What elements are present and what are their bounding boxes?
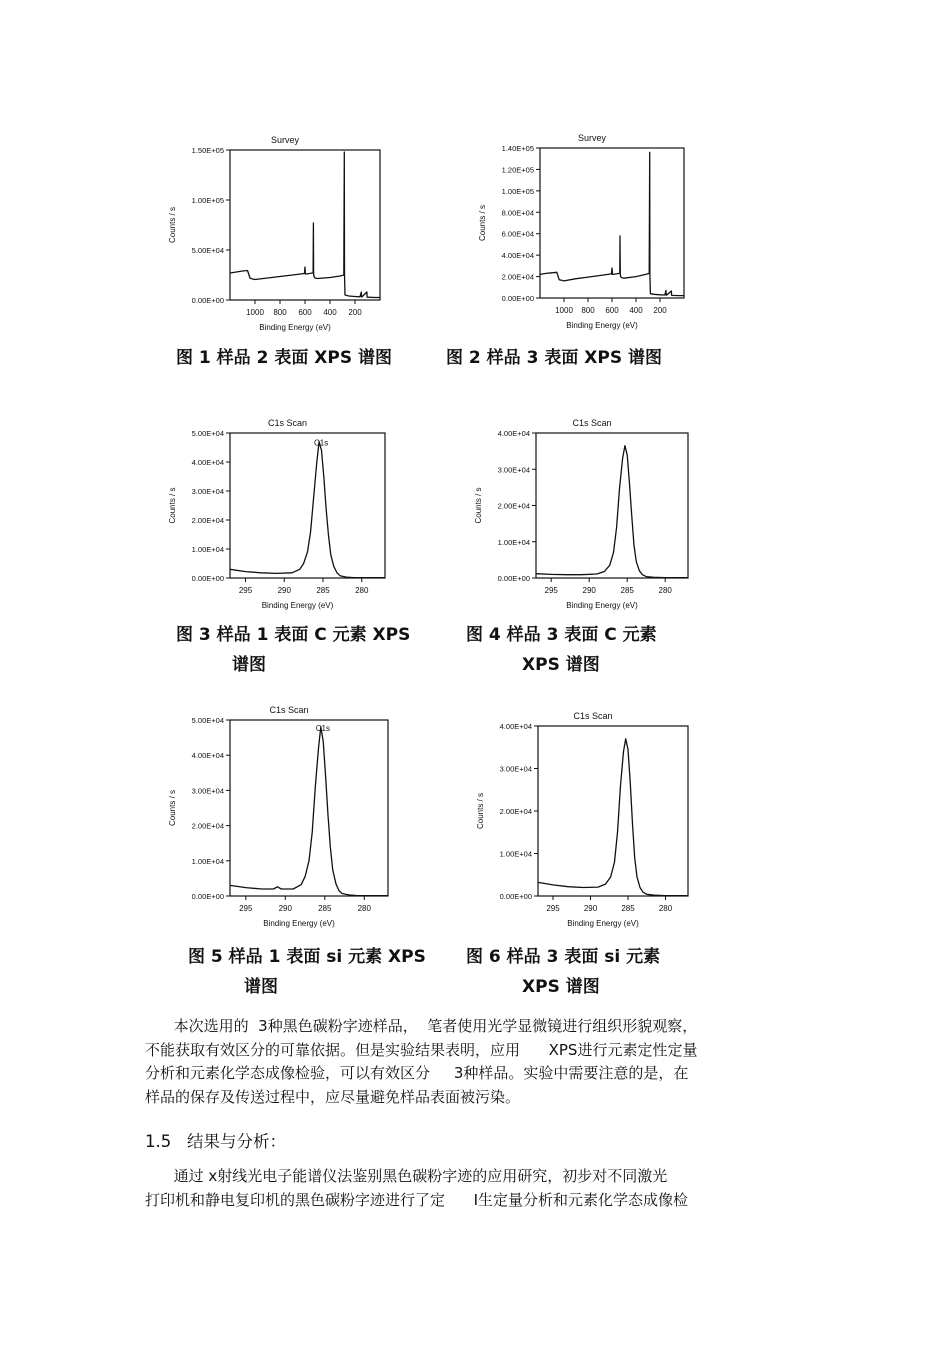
x-tick-label: 290 [583,904,598,913]
x-tick-label: 280 [357,904,371,913]
para2-line: 打印机和静电复印机的黑色碳粉字迹进行了定 I生定量分析和元素化学态成像检 [145,1190,689,1209]
figure-5-caption-line1: 图 5 样品 1 表面 si 元素 XPS [188,947,426,967]
y-tick-label: 1.00E+04 [191,545,224,554]
x-tick-label: 1000 [246,308,264,317]
spectrum-line [230,727,388,896]
y-axis-label: Counts / s [476,792,485,830]
y-tick-label: 0.00E+00 [191,574,224,583]
x-axis-label: Binding Energy (eV) [263,919,335,928]
x-axis-label: Binding Energy (eV) [566,321,638,330]
figure-1-caption-text: 图 1 样品 2 表面 XPS 谱图 [176,348,392,368]
figure-4-svg [458,410,698,625]
y-tick-label: 8.00E+04 [501,208,534,218]
figure-5-si-chart [158,698,398,943]
y-tick-label: 0.00E+00 [191,296,224,305]
fig3-plot [168,418,385,610]
spectrum-line [540,152,684,295]
y-tick-label: 0.00E+00 [499,892,532,901]
y-tick-label: 0.00E+00 [501,294,534,303]
figure-6-caption-line2: XPS 谱图 [522,977,600,997]
y-tick-label: 2.00E+04 [501,272,534,282]
figure-3-c1s-chart [150,408,395,623]
figure-1-svg [150,125,390,350]
plot-frame [230,150,380,300]
y-tick-label: 1.50E+05 [191,146,224,155]
x-tick-label: 600 [605,306,619,315]
para1-line: 样品的保存及传送过程中，应尽量避免样品表面被污染。 [145,1087,521,1106]
figure-5-caption-line2: 谱图 [244,977,278,997]
y-tick-label: 2.00E+04 [499,807,532,816]
plot-frame [230,720,388,896]
x-tick-label: 295 [546,904,560,913]
y-tick-label: 5.00E+04 [191,716,224,725]
x-tick-label: 285 [620,586,634,595]
y-axis-label: Counts / s [474,487,483,524]
x-tick-label: 400 [323,308,337,317]
fig5-plot [168,705,388,928]
y-tick-label: 3.00E+04 [191,487,224,496]
figure-3-svg [150,408,395,623]
para1-line: 本次选用的 3种黑色碳粉字迹样品， 笔者使用光学显微镜进行组织形貌观察， [145,1017,698,1035]
y-tick-label: 3.00E+04 [497,465,530,475]
spectrum-line [230,442,385,578]
chart-title: C1s Scan [573,711,613,721]
y-tick-label: 1.00E+05 [501,186,534,196]
x-tick-label: 800 [273,308,287,317]
x-tick-label: 280 [355,586,369,595]
figure-4-caption-line1: 图 4 样品 3 表面 C 元素 [466,625,657,645]
y-tick-label: 1.00E+04 [499,849,532,859]
chart-title: Survey [270,135,300,145]
spectrum-line [536,446,688,578]
figure-6-svg [460,700,700,945]
chart-title: C1s Scan [572,418,612,428]
section-heading: 1.5 结果与分析： [145,1132,286,1151]
y-axis-label: Counts / s [168,487,177,524]
fig2-plot [478,133,684,330]
x-tick-label: 280 [658,586,672,595]
y-tick-label: 0.00E+00 [191,892,224,901]
figure-4-caption-line2: XPS 谱图 [522,655,600,675]
y-tick-label: 1.20E+05 [501,165,534,175]
y-tick-label: 2.00E+04 [191,821,224,831]
y-tick-label: 1.00E+04 [191,856,224,866]
chart-title: Survey [577,133,607,143]
x-tick-label: 295 [239,904,253,913]
y-tick-label: 4.00E+04 [499,722,532,731]
y-tick-label: 1.00E+05 [191,196,224,205]
y-tick-label: 5.00E+04 [191,246,224,255]
figure-5-svg [158,698,398,943]
y-tick-label: 4.00E+04 [191,458,224,467]
figure-2-survey-chart [462,123,702,348]
para2-line: 通过 x射线光电子能谱仪法鉴别黑色碳粉字迹的应用研究，初步对不同激光 [145,1167,668,1185]
peak-annotation: C1s [314,438,329,448]
y-tick-label: 2.00E+04 [191,516,224,525]
body-paragraph-1 [145,1015,805,1109]
x-tick-label: 295 [544,586,558,595]
x-tick-label: 600 [298,308,312,317]
x-tick-label: 295 [238,586,253,595]
peak-annotation: C1s [315,724,330,734]
spectrum-line [230,152,380,298]
figure-6-caption [466,942,660,1002]
y-axis-label: Counts / s [478,204,487,242]
figure-2-caption [446,343,662,373]
figure-4-c1s-chart [458,410,698,625]
figure-5-caption [188,942,426,1002]
x-tick-label: 200 [348,308,362,317]
x-tick-label: 200 [653,306,667,315]
figure-4-caption [466,620,657,680]
figure-2-caption-text: 图 2 样品 3 表面 XPS 谱图 [446,348,662,368]
x-tick-label: 290 [278,904,292,913]
x-tick-label: 1000 [555,306,573,315]
figure-3-caption [176,620,410,680]
y-tick-label: 4.00E+04 [501,251,534,261]
x-tick-label: 285 [318,904,332,913]
x-tick-label: 290 [277,586,291,595]
y-tick-label: 4.00E+04 [191,751,224,761]
y-tick-label: 3.00E+04 [191,786,224,796]
chart-title: C1s Scan [267,418,308,428]
y-tick-label: 3.00E+04 [499,764,532,774]
x-axis-label: Binding Energy (eV) [261,601,334,610]
y-tick-label: 4.00E+04 [497,429,530,438]
fig6-plot [476,711,688,928]
fig1-plot [168,135,380,332]
x-axis-label: Binding Energy (eV) [259,323,331,332]
figure-1-survey-chart [150,125,390,350]
x-tick-label: 800 [581,306,595,315]
x-axis-label: Binding Energy (eV) [566,601,638,610]
x-tick-label: 280 [658,904,673,913]
y-tick-label: 5.00E+04 [191,429,224,438]
figure-1-caption [176,343,392,373]
figure-2-svg [462,123,702,348]
figure-6-si-chart [460,700,700,945]
x-tick-label: 285 [316,586,330,595]
y-axis-label: Counts / s [168,789,177,827]
x-tick-label: 285 [621,904,635,913]
body-paragraph-2 [145,1165,805,1212]
y-tick-label: 0.00E+00 [497,574,530,583]
chart-title: C1s Scan [269,705,309,715]
y-tick-label: 1.00E+04 [497,537,530,547]
fig4-plot [474,418,688,610]
para1-line: 不能获取有效区分的可靠依据。但是实验结果表明，应用 XPS进行元素定性定量 [145,1040,698,1059]
y-tick-label: 6.00E+04 [501,229,534,239]
plot-frame [540,148,684,298]
figure-6-caption-line1: 图 6 样品 3 表面 si 元素 [466,947,661,967]
y-tick-label: 1.40E+05 [501,144,534,153]
plot-frame [230,433,385,578]
figure-3-caption-line1: 图 3 样品 1 表面 C 元素 XPS [176,625,411,645]
y-axis-label: Counts / s [168,206,177,244]
x-axis-label: Binding Energy (eV) [567,919,639,928]
y-tick-label: 2.00E+04 [497,501,530,511]
x-tick-label: 400 [629,306,643,315]
x-tick-label: 290 [582,586,596,595]
figure-3-caption-line2: 谱图 [232,655,266,675]
spectrum-line [538,739,688,896]
para1-line: 分析和元素化学态成像检验，可以有效区分 3种样品。实验中需要注意的是，在 [145,1064,689,1082]
